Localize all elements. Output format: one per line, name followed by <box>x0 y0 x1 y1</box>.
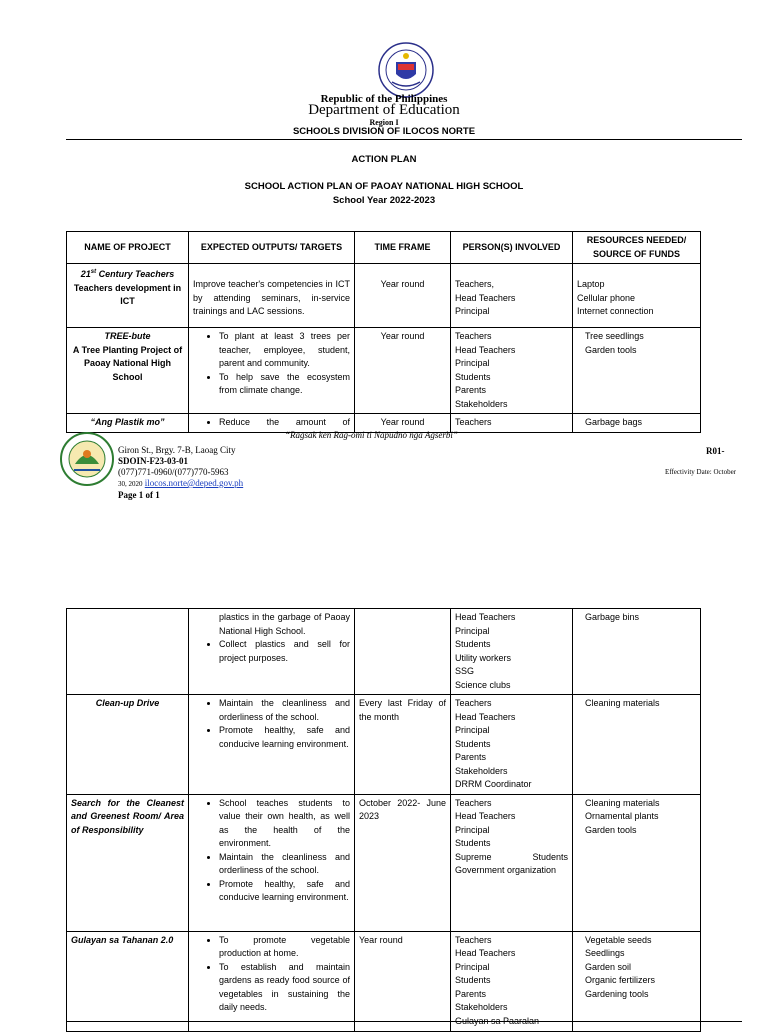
list-item: • Maintain the cleanliness and orderliness of the school. <box>219 697 350 724</box>
effectivity-date: Effectivity Date: October <box>665 468 737 476</box>
action-plan-table-1 <box>66 231 701 433</box>
project-name: 21 <box>80 269 91 279</box>
resources-cell: Vegetable seeds Seedlings Garden soil Organic fertilizers Gardening tools <box>573 931 701 1031</box>
header-time-frame: TIME FRAME <box>355 232 451 264</box>
time-cell: Year round <box>355 328 451 414</box>
persons-cell: Teachers Head Teachers Principal Students Parents Stakeholders Gulayan sa Paaralan <box>451 931 573 1031</box>
list-item: • To plant at least 3 trees per teacher, employee, student, parent and community. <box>219 330 350 371</box>
time-cell: October 2022- June 2023 <box>355 794 451 931</box>
phone-text: (077)771-0960/(077)770-5963 <box>118 467 229 477</box>
project-name-sup: st <box>90 269 97 275</box>
persons-cell: Teachers <box>451 414 573 433</box>
division-text: SCHOOLS DIVISION OF ILOCOS NORTE <box>292 126 476 137</box>
outputs-cell <box>189 609 355 695</box>
region-text: Region I <box>369 118 399 127</box>
list-item: • School teaches students to value their own health, as well as the health of the environment. <box>219 797 350 851</box>
project-name-cell: Clean-up Drive <box>67 695 189 795</box>
motto-text: “Ragsak ken Rag-omi ti Napudno nga Agserbi” <box>285 430 458 440</box>
table-row <box>67 609 701 695</box>
persons-cell: Teachers Head Teachers Principal Students Supreme Students Government organization <box>451 794 573 931</box>
time-cell: Year round <box>355 414 451 433</box>
persons-cell: Teachers Head Teachers Principal Students Parents Stakeholders DRRM Coordinator <box>451 695 573 795</box>
time-cell: Year round <box>355 931 451 1031</box>
time-cell: Year round <box>355 264 451 328</box>
form-code: R01- <box>706 446 725 456</box>
resources-cell: Tree seedlings Garden tools <box>573 328 701 414</box>
school-year: School Year 2022-2023 <box>332 195 436 206</box>
list-item: • To establish and maintain gardens as ready food source of vegetables in sustaining the daily needs. <box>219 961 350 1015</box>
footer-address-block <box>118 445 243 501</box>
action-plan-title: ACTION PLAN <box>351 154 417 165</box>
doc-code: SDOIN-F23-03-01 <box>118 456 188 466</box>
persons-cell: Teachers, Head Teachers Principal <box>451 264 573 328</box>
header-name-of-project: NAME OF PROJECT <box>67 232 189 264</box>
address-text: Giron St., Brgy. 7-B, Laoag City <box>118 445 236 455</box>
page-number: Page 1 of 1 <box>118 490 160 500</box>
project-name-cell <box>67 609 189 695</box>
header-expected-outputs: EXPECTED OUTPUTS/ TARGETS <box>189 232 355 264</box>
action-plan-table-2 <box>66 608 701 1032</box>
table-row <box>67 931 701 1031</box>
header-resources-needed: RESOURCES NEEDED/ SOURCE OF FUNDS <box>573 232 701 264</box>
school-action-plan-title: SCHOOL ACTION PLAN OF PAOAY NATIONAL HIGH SCHOOL <box>244 181 524 192</box>
resources-cell: Laptop Cellular phone Internet connection <box>573 264 701 328</box>
table-row <box>67 264 701 328</box>
project-subtitle: A Tree Planting Project of Paoay National High School <box>72 344 183 382</box>
date-prefix: 30, 2020 <box>118 480 143 488</box>
header-persons-involved: PERSON(S) INVOLVED <box>451 232 573 264</box>
table-header-row <box>67 232 701 264</box>
resources-cell: Cleaning materials Ornamental plants Garden tools <box>573 794 701 931</box>
time-cell: Every last Friday of the month <box>355 695 451 795</box>
bottom-divider <box>66 1021 742 1022</box>
project-name-cell: Search for the Cleanest and Greenest Room/ Area of Responsibility <box>67 794 189 931</box>
table-row <box>67 794 701 931</box>
division-seal-icon <box>60 432 114 486</box>
time-cell <box>355 609 451 695</box>
project-subtitle: Teachers development in ICT <box>73 282 182 306</box>
resources-cell: Cleaning materials <box>573 695 701 795</box>
outputs-cell: Improve teacher's competencies in ICT by attending seminars, in-service trainings and LAC sessions. <box>189 264 355 328</box>
persons-cell: Head Teachers Principal Students Utility workers SSG Science clubs <box>451 609 573 695</box>
table-row <box>67 695 701 795</box>
project-name-rest: Century Teachers <box>96 269 175 279</box>
list-item: • Promote healthy, safe and conducive learning environment. <box>219 724 350 751</box>
outputs-cell <box>189 794 355 931</box>
table-row <box>67 328 701 414</box>
list-item: • To help save the ecosystem from climate change. <box>219 371 350 398</box>
project-name-cell: Gulayan sa Tahanan 2.0 <box>67 931 189 1031</box>
department-title: Department of Education <box>308 102 460 118</box>
project-name-cell <box>67 264 189 328</box>
email-link[interactable]: ilocos.norte@deped.gov.ph <box>144 478 244 488</box>
republic-text: Republic of the Philippines <box>320 93 448 105</box>
outputs-cell <box>189 328 355 414</box>
list-item: • Promote healthy, safe and conducive learning environment. <box>219 878 350 905</box>
resources-cell: Garbage bins <box>573 609 701 695</box>
project-name-cell <box>67 414 189 433</box>
list-item: • Reduce the amount of <box>219 416 350 430</box>
outputs-continuation: plastics in the garbage of Paoay National High School. <box>219 612 350 636</box>
list-item: • Collect plastics and sell for project purposes. <box>219 638 350 665</box>
project-name-cell <box>67 328 189 414</box>
persons-cell: Teachers Head Teachers Principal Students Parents Stakeholders <box>451 328 573 414</box>
outputs-cell <box>189 695 355 795</box>
list-item: • To promote vegetable production at home. <box>219 934 350 961</box>
list-item: • Maintain the cleanliness and orderliness of the school. <box>219 851 350 878</box>
project-name: TREE-bute <box>104 331 151 341</box>
outputs-cell <box>189 931 355 1031</box>
project-name: “Ang Plastik mo” <box>90 417 165 427</box>
resources-cell: Garbage bags <box>573 414 701 433</box>
header-divider <box>66 139 742 140</box>
deped-seal-icon <box>378 42 434 98</box>
